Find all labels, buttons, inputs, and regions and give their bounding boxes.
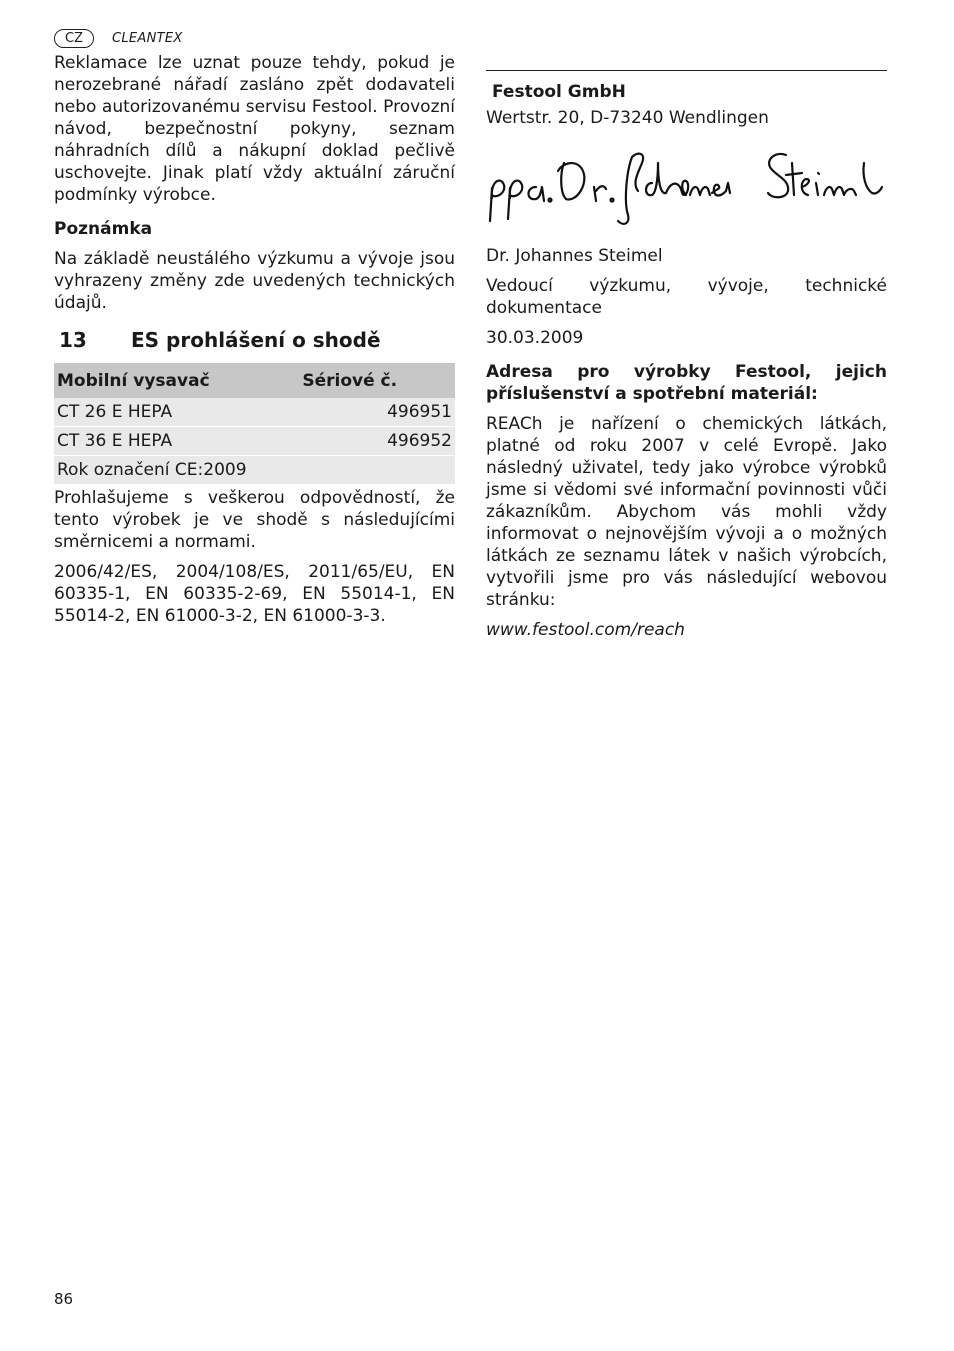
page-number: 86 [54, 1290, 74, 1308]
product-cell: CT 36 E HEPA [54, 427, 298, 456]
signer-title: Vedoucí výzkumu, vývoje, technické dokumentace [486, 276, 887, 318]
product-cell: CT 26 E HEPA [54, 398, 298, 427]
note-paragraph: Na základě neustálého výzkumu a vývoje jsou vyhrazeny změny zde uvedených technických údajů. [54, 249, 455, 313]
company-name: Festool GmbH [492, 82, 626, 102]
standards-paragraph: 2006/42/ES, 2004/108/ES, 2011/65/EU, EN 60335-1, EN 60335-2-69, EN 55014-1, EN 55014-2, EN 61000-3-2, EN 61000-3-3. [54, 562, 455, 626]
warranty-paragraph: Reklamace lze uznat pouze tehdy, pokud je nerozebrané nářadí zasláno zpět dodavateli nebo autorizovanému servisu Festool. Provozní návod, bezpečnostní pokyny, seznam náhradních dílů a nákupní doklad pečlivě uschovejte. Jinak platí vždy aktuální záruční podmínky výrobce. [54, 53, 455, 205]
serial-cell: 496951 [298, 398, 455, 427]
company-address: Wertstr. 20, D-73240 Wendlingen [486, 108, 769, 128]
signer-name: Dr. Johannes Steimel [486, 246, 663, 266]
declaration-table [54, 363, 455, 485]
right-column [486, 70, 887, 641]
note-heading: Poznámka [54, 219, 153, 239]
section-title: ES prohlášení o shodě [131, 328, 381, 352]
table-row [54, 398, 455, 427]
table-row [54, 427, 455, 456]
left-column [54, 52, 455, 627]
page-header [54, 27, 183, 49]
table-header-row [54, 363, 455, 398]
column-header-serial: Sériové č. [298, 363, 455, 398]
ce-year-cell: Rok označení CE:2009 [54, 456, 455, 485]
reach-heading: Adresa pro výrobky Festool, jejich příslušenství a spotřební materiál: [486, 362, 887, 404]
section-number: 13 [59, 328, 87, 352]
declaration-paragraph: Prohlašujeme s veškerou odpovědností, že tento výrobek je ve shodě s následujícími směrnicemi a normami. [54, 488, 455, 552]
signature-image [486, 143, 887, 233]
language-badge: CZ [54, 29, 94, 48]
section-heading [54, 327, 455, 353]
column-header-product: Mobilní vysavač [54, 363, 298, 398]
serial-cell: 496952 [298, 427, 455, 456]
table-row [54, 456, 455, 485]
divider-line [486, 70, 887, 71]
reach-link[interactable]: www.festool.com/reach [486, 620, 685, 640]
product-name: CLEANTEX [111, 30, 183, 46]
reach-paragraph: REACh je nařízení o chemických látkách, platné od roku 2007 v celé Evropě. Jako následný uživatel, tedy jako výrobce výrobků jsme si vědomi své informační povinnosti vůči zákazníkům. Abychom vás mohli vždy informovat o nejnovějším vývoji a o možných látkách ze seznamu látek v našich výrobcích, vytvořili jsme pro vás následující webovou stránku: [486, 414, 887, 610]
declaration-date: 30.03.2009 [486, 328, 584, 348]
